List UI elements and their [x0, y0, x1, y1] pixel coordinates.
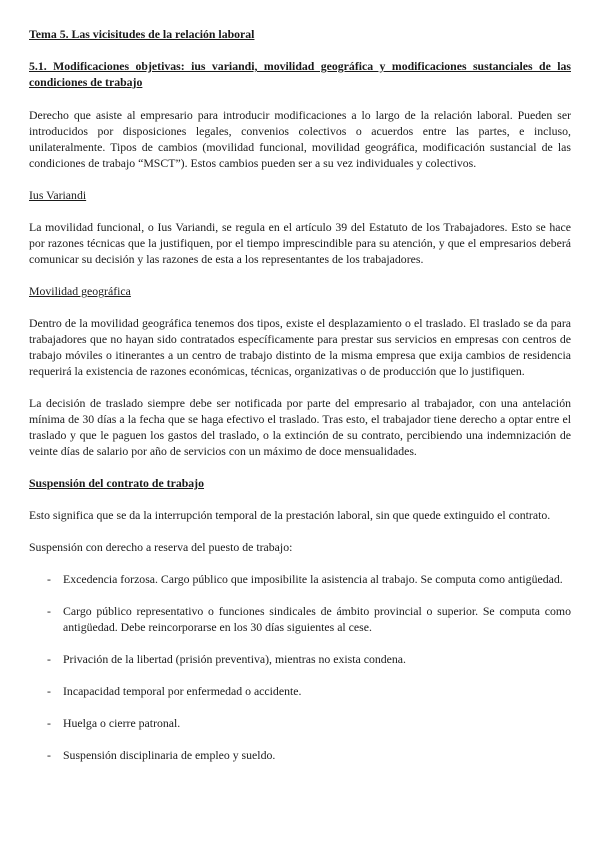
list-item: [29, 683, 571, 699]
movilidad-heading: Movilidad geográfica: [29, 284, 131, 298]
list-item: [29, 603, 571, 635]
dash-bullet: -: [47, 652, 51, 666]
dash-bullet: -: [47, 716, 51, 730]
document-page: [29, 26, 571, 779]
ius-variandi-heading: Ius Variandi: [29, 188, 87, 202]
document-title: Tema 5. Las vicisitudes de la relación laboral: [29, 27, 255, 41]
dash-bullet: -: [47, 572, 51, 586]
list-item-text: Huelga o cierre patronal.: [63, 716, 181, 730]
ius-variandi-paragraph: La movilidad funcional, o Ius Variandi, se regula en el artículo 39 del Estatuto de los Trabajadores. Esto se hace por razones técnicas que la justifiquen, por el tiempo imprescindible para su atención, y que el empresarios deberá comunicar su decisión y las razones de esta a los representantes de los trabajadores.: [29, 220, 571, 266]
suspension-heading: Suspensión del contrato de trabajo: [29, 476, 205, 490]
list-item: [29, 651, 571, 667]
list-item: [29, 747, 571, 763]
section-heading: 5.1. Modificaciones objetivas: ius variandi, movilidad geográfica y modificaciones sustanciales de las condiciones de trabajo: [29, 59, 571, 89]
dash-bullet: -: [47, 684, 51, 698]
movilidad-paragraph-2: La decisión de traslado siempre debe ser notificada por parte del empresario al trabajador, con una antelación mínima de 30 días a la fecha que se haga efectivo el traslado. Tras esto, el trabajador tiene derecho a optar entre el traslado y que le paguen los gastos del traslado, o la extinción de su contrato, percibiendo una indemnización de veinte días de salario por año de servicios con un máximo de doce mensualidades.: [29, 396, 571, 458]
suspension-paragraph-2: Suspensión con derecho a reserva del puesto de trabajo:: [29, 540, 293, 554]
list-item-text: Cargo público representativo o funciones sindicales de ámbito provincial o superior. Se computa como antigüedad. Debe reincorporarse en los 30 días siguientes al cese.: [63, 604, 571, 634]
list-item-text: Suspensión disciplinaria de empleo y sueldo.: [63, 748, 276, 762]
list-item: [29, 571, 571, 587]
dash-bullet: -: [47, 748, 51, 762]
dash-bullet: -: [47, 604, 51, 618]
list-item-text: Privación de la libertad (prisión preventiva), mientras no exista condena.: [63, 652, 406, 666]
list-item-text: Excedencia forzosa. Cargo público que imposibilite la asistencia al trabajo. Se computa como antigüedad.: [63, 572, 563, 586]
suspension-list: [29, 571, 571, 763]
list-item: [29, 715, 571, 731]
suspension-paragraph-1: Esto significa que se da la interrupción temporal de la prestación laboral, sin que quede extinguido el contrato.: [29, 508, 551, 522]
intro-paragraph: Derecho que asiste al empresario para introducir modificaciones a lo largo de la relación laboral. Pueden ser introducidos por disposiciones legales, convenios colectivos o acuerdos entre las partes, e incluso, unilateralmente. Tipos de cambios (movilidad funcional, movilidad geográfica, modificación sustancial de las condiciones de trabajo “MSCT”). Estos cambios pueden ser a su vez individuales y colectivos.: [29, 108, 571, 170]
list-item-text: Incapacidad temporal por enfermedad o accidente.: [63, 684, 302, 698]
movilidad-paragraph-1: Dentro de la movilidad geográfica tenemos dos tipos, existe el desplazamiento o el traslado. El traslado se da para trabajadores que no hayan sido contratados específicamente para prestar sus servicios en empresas con centros de trabajo móviles o itinerantes a un centro de trabajo distinto de la misma empresa que exija cambios de residencia requerirá la existencia de razones económicas, técnicas, organizativas o de producción que lo justifiquen.: [29, 316, 571, 378]
